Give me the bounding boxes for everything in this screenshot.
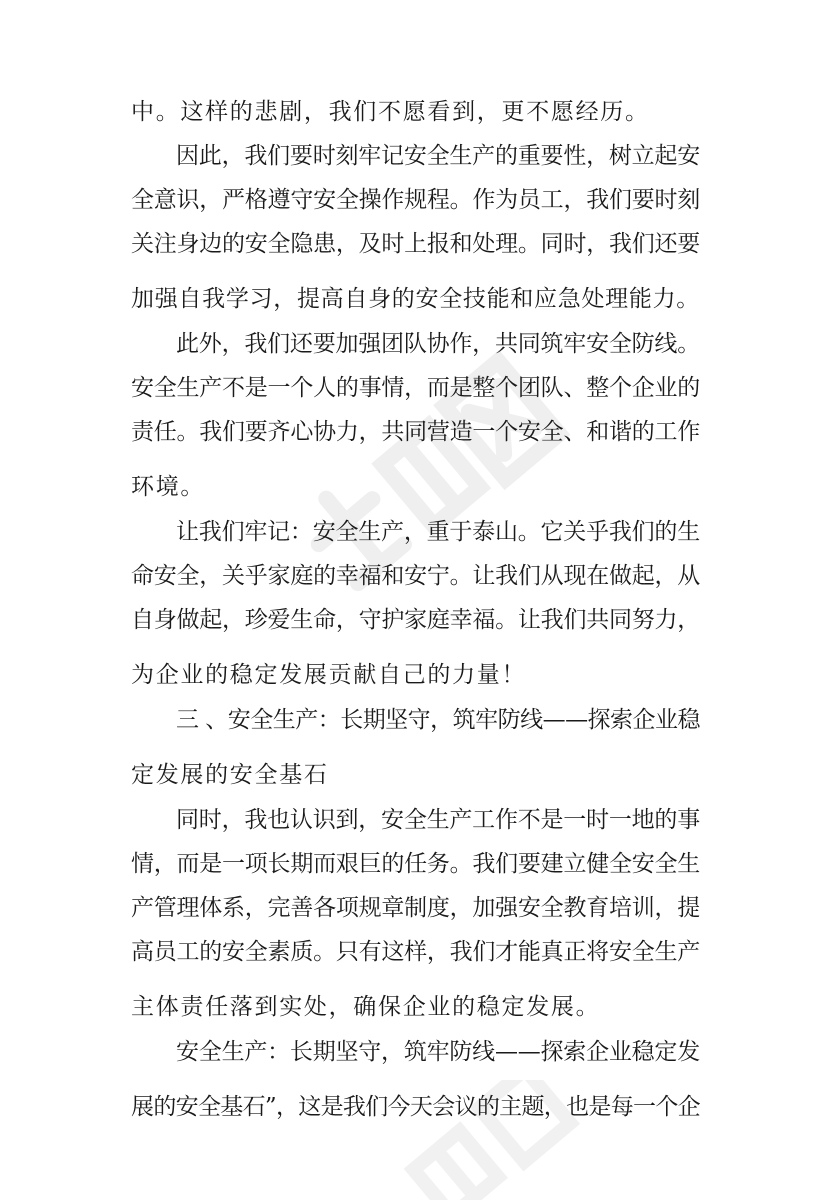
text-line-19: 高员工的安全素质。只有这样，我们才能真正将安全生产 xyxy=(131,939,701,965)
text-line-4: 关注身边的安全隐患，及时上报和处理。同时，我们还要 xyxy=(131,231,701,257)
text-line-13: 为企业的稳定发展贡献自己的力量！ xyxy=(131,662,527,688)
text-line-10: 让我们牢记：安全生产，重于泰山。它关乎我们的生 xyxy=(176,519,700,545)
text-line-20: 主体责任落到实处，确保企业的稳定发展。 xyxy=(131,994,601,1020)
text-line-12: 自身做起，珍爱生命，守护家庭幸福。让我们共同努力， xyxy=(131,607,701,633)
text-line-22: 展的安全基石”，这是我们今天会议的主题，也是每一个企 xyxy=(131,1094,700,1120)
section-heading-line-1: 三 、安全生产：长期坚守，筑牢防线——探索企业稳 xyxy=(176,707,700,733)
text-line-7: 安全生产不是一个人的事情，而是整个团队、整个企业的 xyxy=(131,375,701,401)
text-line-5: 加强自我学习，提高自身的安全技能和应急处理能力。 xyxy=(131,286,700,312)
text-line-2: 因此，我们要时刻牢记安全生产的重要性，树立起安 xyxy=(176,143,700,169)
text-line-9: 环境。 xyxy=(131,474,206,500)
text-line-18: 产管理体系，完善各项规章制度，加强安全教育培训，提 xyxy=(131,895,701,921)
text-line-17: 情，而是一项长期而艰巨的任务。我们要建立健全安全生 xyxy=(131,851,701,877)
text-line-1: 中。这样的悲剧，我们不愿看到，更不愿经历。 xyxy=(131,99,650,125)
text-line-11: 命安全，关乎家庭的幸福和安宁。让我们从现在做起，从 xyxy=(131,563,701,589)
text-line-21: 安全生产：长期坚守，筑牢防线——探索企业稳定发 xyxy=(176,1039,700,1065)
text-line-16: 同时，我也认识到，安全生产工作不是一时一地的事 xyxy=(176,807,700,833)
text-line-8: 责任。我们要齐心协力，共同营造一个安全、和谐的工作 xyxy=(131,419,701,445)
text-line-6: 此外，我们还要加强团队协作，共同筑牢安全防线。 xyxy=(176,331,700,357)
section-heading-line-2: 定发展的安全基石 xyxy=(131,762,329,788)
text-line-3: 全意识，严格遵守安全操作规程。作为员工，我们要时刻 xyxy=(131,187,701,213)
